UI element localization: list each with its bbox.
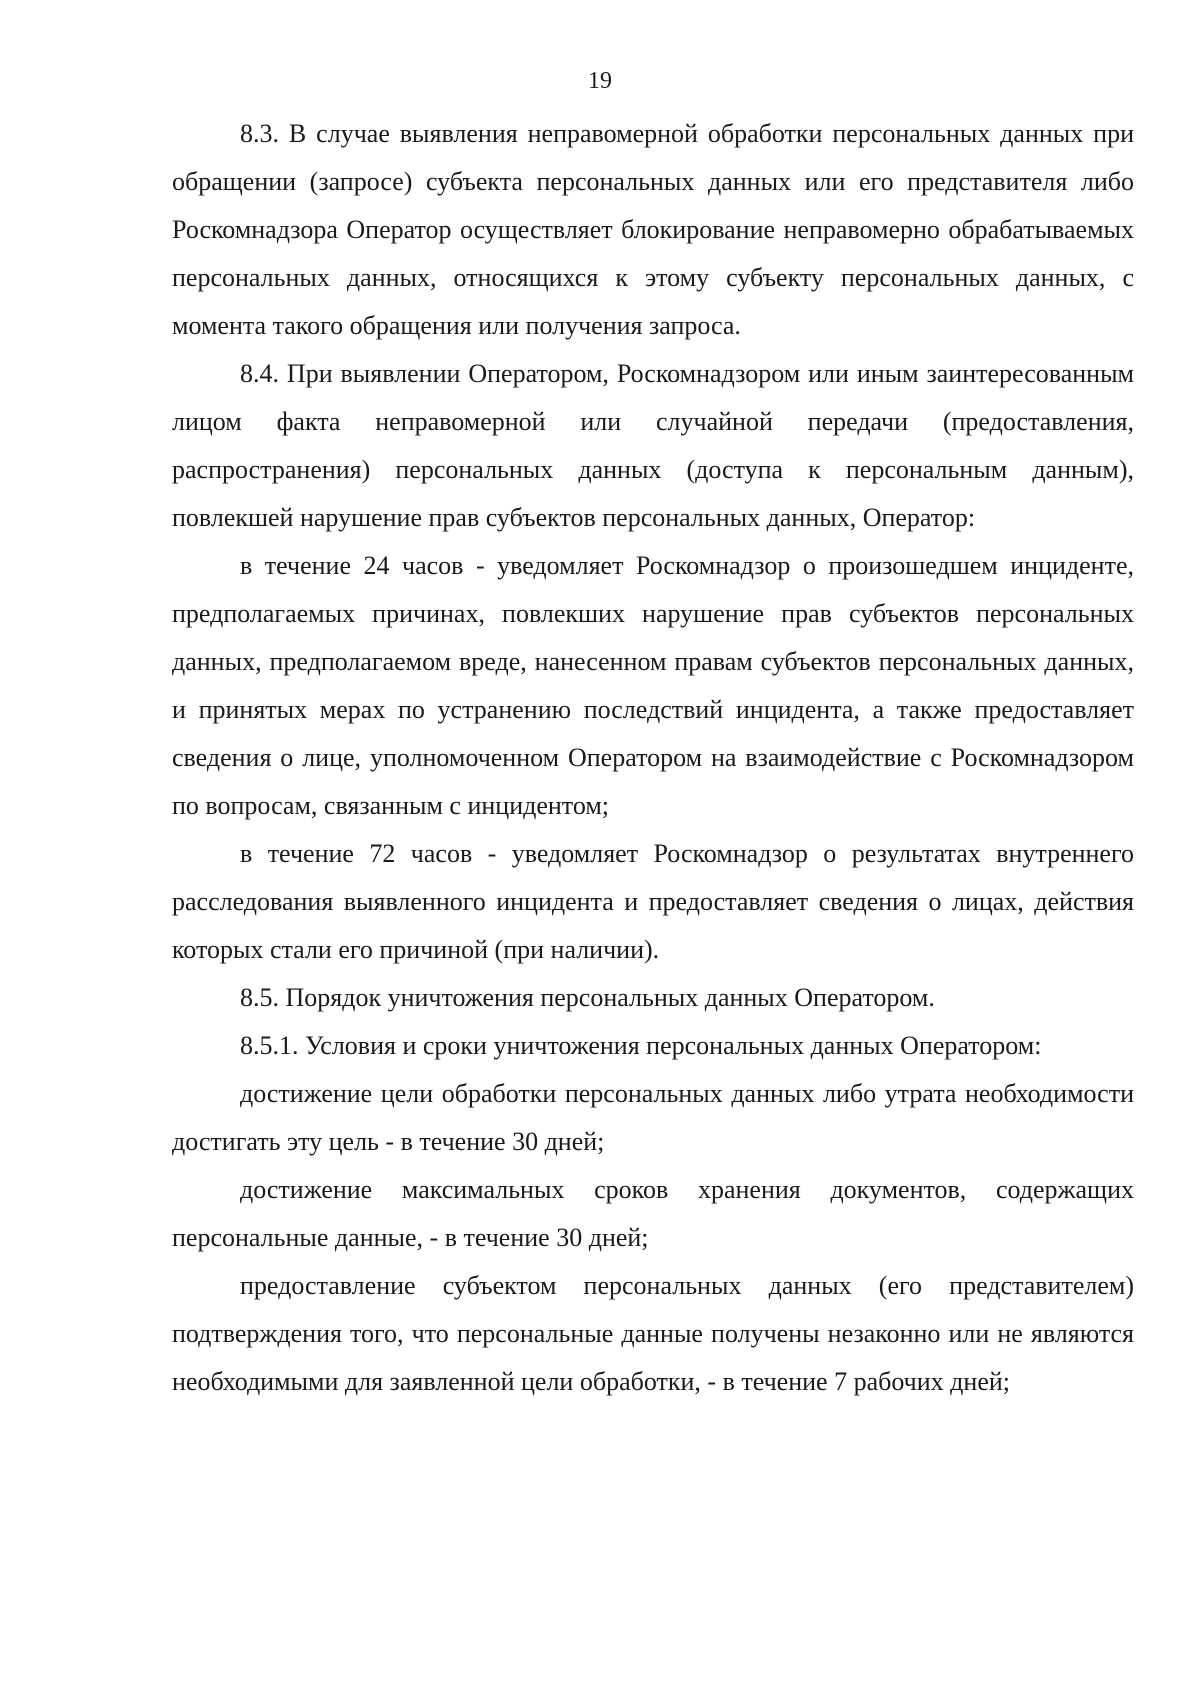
paragraph-storage-terms: достижение максимальных сроков хранения документов, содержащих персональные данные, - в течение 30 дней; bbox=[172, 1175, 1134, 1252]
paragraph-goal-achieved: достижение цели обработки персональных данных либо утрата необходимости достигать эту цель - в течение 30 дней; bbox=[172, 1079, 1134, 1156]
paragraph-72-hours: в течение 72 часов - уведомляет Роскомнадзор о результатах внутреннего расследования выявленного инцидента и предоставляет сведения о лицах, действия которых стали его причиной (при наличии). bbox=[172, 839, 1134, 964]
paragraph-8-3: 8.3. В случае выявления неправомерной обработки персональных данных при обращении (запросе) субъекта персональных данных или его представителя либо Роскомнадзора Оператор осуществляет блокирование неправомерно обрабатываемых персональных данных, относящихся к этому субъекту персональных данных, с момента такого обращения или получения запроса. bbox=[172, 119, 1134, 340]
paragraph-8-5: 8.5. Порядок уничтожения персональных данных Оператором. bbox=[240, 983, 935, 1012]
paragraph-8-4: 8.4. При выявлении Оператором, Роскомнадзором или иным заинтересованным лицом факта неправомерной или случайной передачи (предоставления, распространения) персональных данных (доступа к персональным данным), повлекшей нарушение прав субъектов персональных данных, Оператор: bbox=[172, 359, 1134, 532]
paragraph-8-5-1: 8.5.1. Условия и сроки уничтожения персональных данных Оператором: bbox=[240, 1031, 1042, 1060]
document-body bbox=[172, 110, 1134, 1406]
paragraph-unlawful-data: предоставление субъектом персональных данных (его представителем) подтверждения того, что персональные данные получены незаконно или не являются необходимыми для заявленной цели обработки, - в течение 7 рабочих дней; bbox=[172, 1271, 1134, 1396]
paragraph-24-hours: в течение 24 часов - уведомляет Роскомнадзор о произошедшем инциденте, предполагаемых причинах, повлекших нарушение прав субъектов персональных данных, предполагаемом вреде, нанесенном правам субъектов персональных данных, и принятых мерах по устранению последствий инцидента, а также предоставляет сведения о лице, уполномоченном Оператором на взаимодействие с Роскомнадзором по вопросам, связанным с инцидентом; bbox=[172, 551, 1134, 820]
page-number: 19 bbox=[588, 68, 612, 94]
